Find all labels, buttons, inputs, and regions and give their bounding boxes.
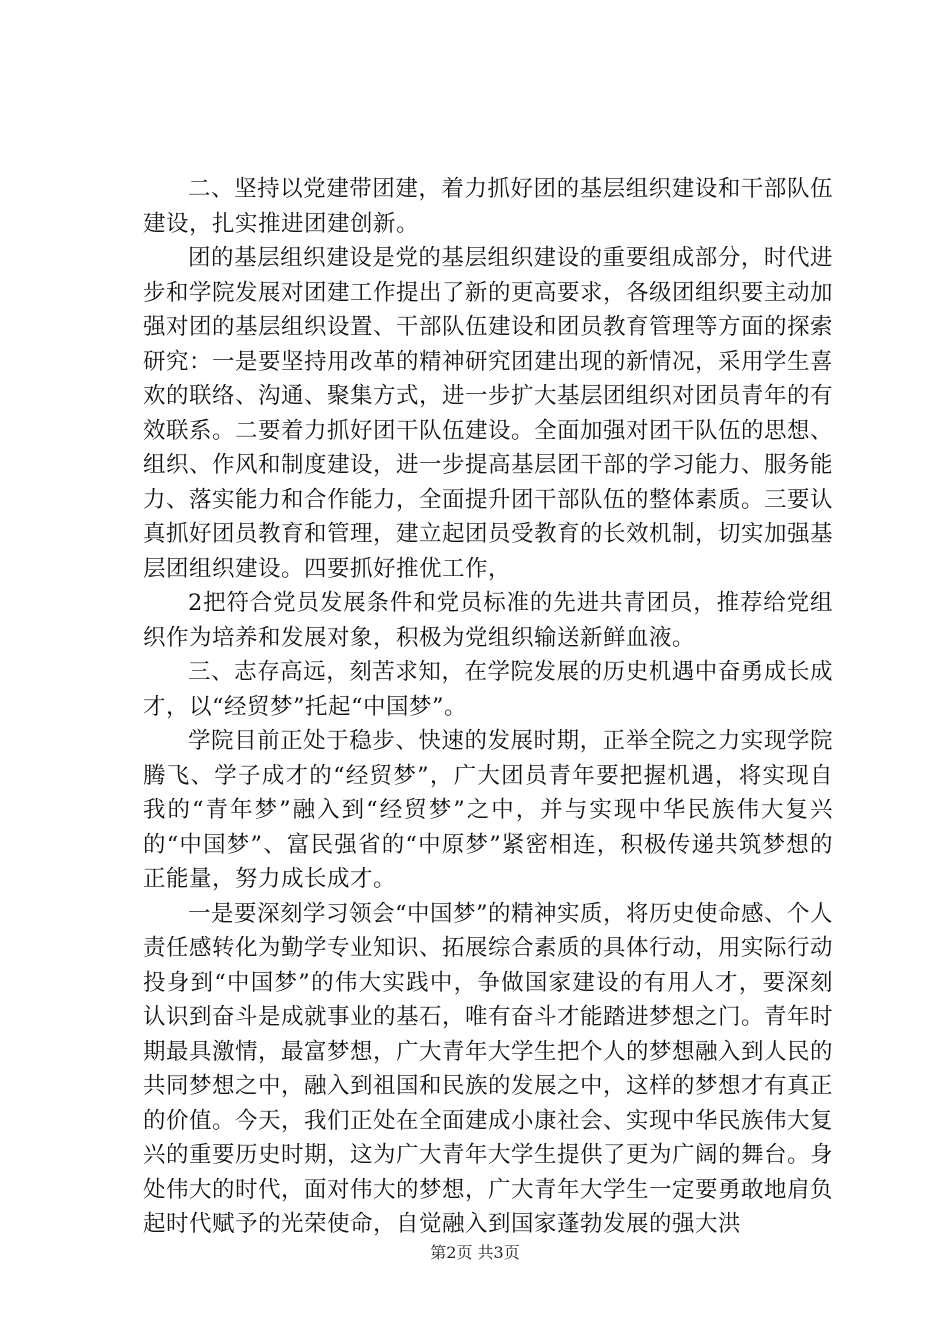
paragraph-college-dream: 学院目前正处于稳步、快速的发展时期，正举全院之力实现学院腾飞、学子成才的“经贸梦”，广大团员青年要把握机遇，将实现自我的“青年梦”融入到“经贸梦”之中，并与实现中华民族伟大复兴的“中国梦”、富民强省的“中原梦”紧密相连，积极传递共筑梦想的正能量，努力成长成才。 bbox=[143, 728, 833, 892]
paragraph-section-two-heading: 二、坚持以党建带团建，着力抓好团的基层组织建设和干部队伍建设，扎实推进团建创新。 bbox=[143, 176, 833, 237]
paragraph-recommend-members: 2把符合党员发展条件和党员标准的先进共青团员，推荐给党组织作为培养和发展对象，积极为党组织输送新鲜血液。 bbox=[143, 590, 833, 651]
paragraph-china-dream: 一是要深刻学习领会“中国梦”的精神实质，将历史使命感、个人责任感转化为勤学专业知识、拓展综合素质的具体行动，用实际行动投身到“中国梦”的伟大实践中，争做国家建设的有用人才，要深刻认识到奋斗是成就事业的基石，唯有奋斗才能踏进梦想之门。青年时期最具激情，最富梦想，广大青年大学生把个人的梦想融入到人民的共同梦想之中，融入到祖国和民族的发展之中，这样的梦想才有真正的价值。今天，我们正处在全面建成小康社会、实现中华民族伟大复兴的重要历史时期，这为广大青年大学生提供了更为广阔的舞台。身处伟大的时代，面对伟大的梦想，广大青年大学生一定要勇敢地肩负起时代赋予的光荣使命，自觉融入到国家蓬勃发展的强大洪 bbox=[143, 900, 834, 1237]
page-number-footer: 第2页 共3页 bbox=[430, 1243, 520, 1262]
paragraph-grassroots-organization: 团的基层组织建设是党的基层组织建设的重要组成部分，时代进步和学院发展对团建工作提出了新的更高要求，各级团组织要主动加强对团的基层组织设置、干部队伍建设和团员教育管理等方面的探索研究：一是要坚持用改革的精神研究团建出现的新情况，采用学生喜欢的联络、沟通、聚集方式，进一步扩大基层团组织对团员青年的有效联系。二要着力抓好团干队伍建设。全面加强对团干队伍的思想、组织、作风和制度建设，进一步提高基层团干部的学习能力、服务能力、落实能力和合作能力，全面提升团干部队伍的整体素质。三要认真抓好团员教育和管理，建立起团员受教育的长效机制，切实加强基层团组织建设。四要抓好推优工作， bbox=[143, 245, 834, 582]
paragraph-section-three-heading: 三、志存高远，刻苦求知，在学院发展的历史机遇中奋勇成长成才，以“经贸梦”托起“中国梦”。 bbox=[143, 659, 833, 720]
document-body bbox=[143, 172, 833, 1242]
